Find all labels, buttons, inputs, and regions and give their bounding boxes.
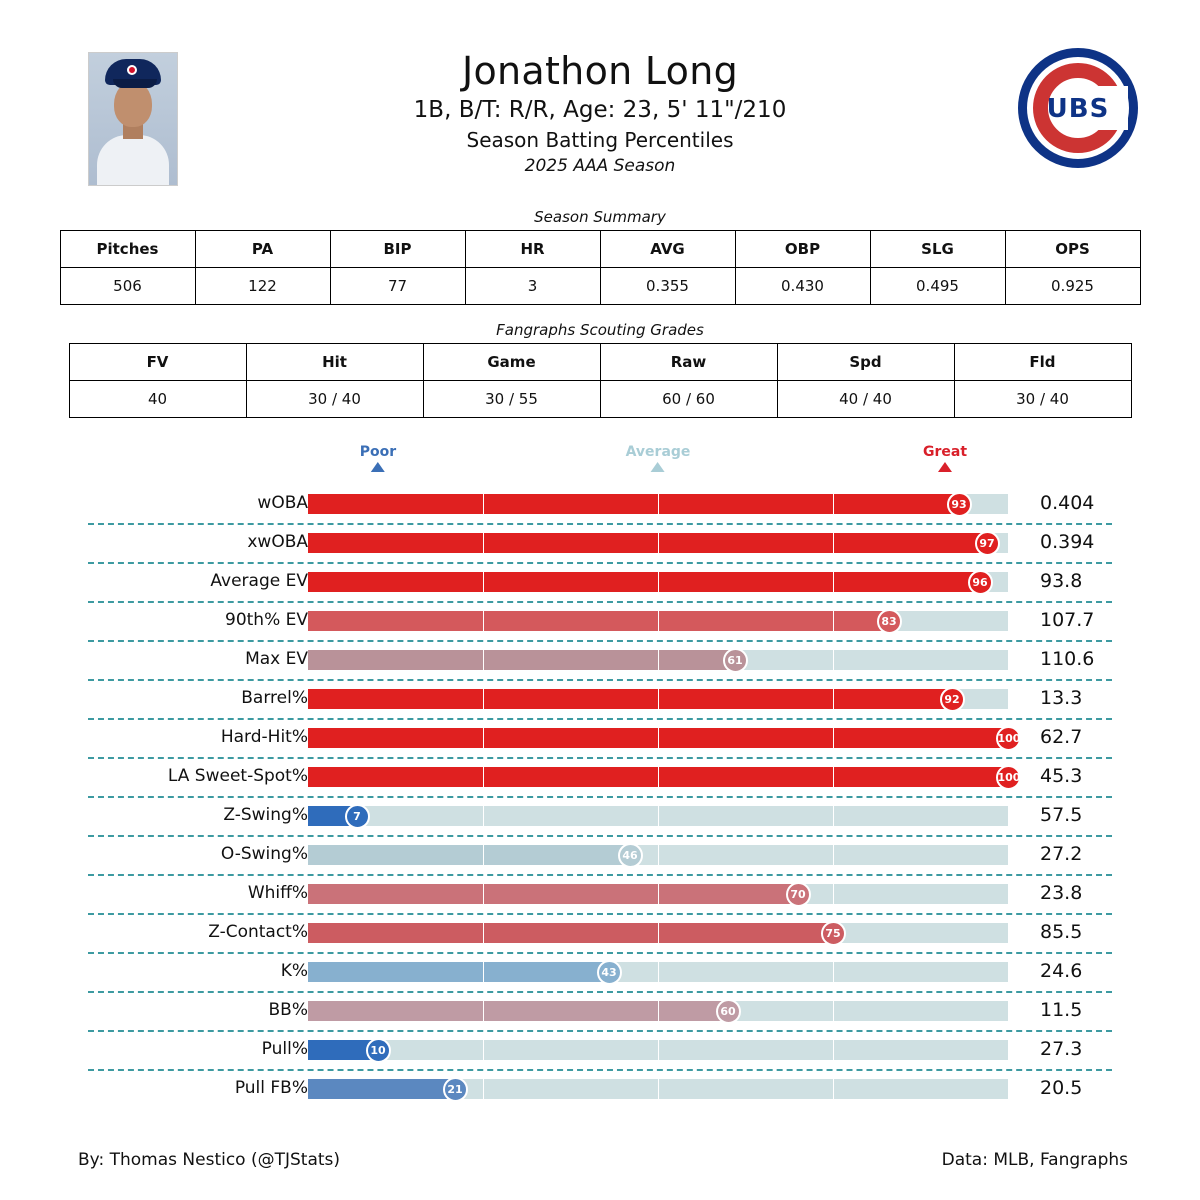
- metric-label: K%: [280, 961, 308, 981]
- tick-line: [833, 806, 834, 826]
- column-header: HR: [465, 231, 600, 268]
- percentile-bubble: 97: [975, 531, 1000, 556]
- tick-line: [658, 806, 659, 826]
- percentile-row: [0, 640, 1200, 679]
- tick-line: [833, 962, 834, 982]
- tick-line: [658, 533, 659, 553]
- table-cell: 0.355: [600, 268, 735, 305]
- percentile-bubble: 46: [618, 843, 643, 868]
- tick-line: [483, 1001, 484, 1021]
- percentile-row: [0, 952, 1200, 991]
- metric-label: LA Sweet-Spot%: [167, 766, 308, 786]
- percentile-track: [308, 572, 1008, 592]
- percentile-row: [0, 679, 1200, 718]
- metric-value: 0.394: [1040, 531, 1095, 553]
- tick-line: [483, 728, 484, 748]
- tick-line: [483, 767, 484, 787]
- table-header-row: [69, 344, 1131, 381]
- percentile-bubble: 10: [366, 1038, 391, 1063]
- chart-subtitle: Season Batting Percentiles: [466, 128, 734, 152]
- legend-marker-triangle-icon: [938, 462, 952, 472]
- tick-line: [658, 884, 659, 904]
- tick-line: [483, 923, 484, 943]
- percentile-row: [0, 1069, 1200, 1108]
- percentile-track: [308, 962, 1008, 982]
- tick-line: [833, 767, 834, 787]
- column-header: BIP: [330, 231, 465, 268]
- percentile-track: [308, 689, 1008, 709]
- percentile-track: [308, 767, 1021, 787]
- percentile-bar: [308, 1001, 728, 1021]
- percentile-bar: [308, 572, 980, 592]
- column-header: OBP: [735, 231, 870, 268]
- percentile-track: [308, 1001, 1008, 1021]
- percentile-bubble: 100: [996, 765, 1021, 790]
- tick-line: [833, 533, 834, 553]
- column-header: FV: [69, 344, 246, 381]
- percentile-bubble: 7: [345, 804, 370, 829]
- tick-line: [833, 650, 834, 670]
- column-header: OPS: [1005, 231, 1140, 268]
- percentile-track: [308, 650, 1008, 670]
- column-header: Fld: [954, 344, 1131, 381]
- metric-label: Average EV: [210, 571, 308, 591]
- table-cell: 3: [465, 268, 600, 305]
- season-label: 2025 AAA Season: [524, 156, 676, 176]
- metric-label: BB%: [268, 1000, 308, 1020]
- tick-line: [483, 806, 484, 826]
- footer: [0, 1150, 1200, 1174]
- percentile-row: [0, 1030, 1200, 1069]
- percentile-row: [0, 484, 1200, 523]
- metric-value: 110.6: [1040, 648, 1095, 670]
- table-cell: 30 / 40: [954, 381, 1131, 418]
- metric-label: Z-Contact%: [208, 922, 308, 942]
- metric-value: 85.5: [1040, 921, 1083, 943]
- tick-line: [658, 962, 659, 982]
- tick-line: [483, 689, 484, 709]
- percentile-row: [0, 718, 1200, 757]
- tick-line: [658, 650, 659, 670]
- percentile-track: [308, 806, 1008, 826]
- legend-item-poor: [360, 444, 396, 472]
- tick-line: [658, 494, 659, 514]
- tick-line: [658, 767, 659, 787]
- team-logo-icon: [1018, 48, 1138, 168]
- table-cell: 0.925: [1005, 268, 1140, 305]
- tick-line: [833, 884, 834, 904]
- season-summary-table: [60, 230, 1141, 305]
- metric-label: O-Swing%: [220, 844, 308, 864]
- metric-value: 23.8: [1040, 882, 1083, 904]
- percentile-rows: [0, 484, 1200, 1108]
- table-header-row: [60, 231, 1140, 268]
- metric-value: 27.2: [1040, 843, 1083, 865]
- percentile-bar: [308, 533, 987, 553]
- percentile-track: [308, 611, 1008, 631]
- footer-credit: By: Thomas Nestico (@TJStats): [78, 1150, 341, 1170]
- tick-line: [658, 845, 659, 865]
- tick-line: [658, 689, 659, 709]
- metric-label: Whiff%: [247, 883, 308, 903]
- percentile-bubble: 93: [947, 492, 972, 517]
- metric-label: Pull%: [261, 1039, 308, 1059]
- table-row: [69, 381, 1131, 418]
- tick-line: [833, 572, 834, 592]
- metric-label: wOBA: [257, 493, 308, 513]
- column-header: PA: [195, 231, 330, 268]
- table-cell: 60 / 60: [600, 381, 777, 418]
- tick-line: [658, 1040, 659, 1060]
- tick-line: [483, 533, 484, 553]
- metric-label: 90th% EV: [225, 610, 308, 630]
- metric-label: Z-Swing%: [223, 805, 308, 825]
- percentile-track: [308, 884, 1008, 904]
- percentile-track: [308, 845, 1008, 865]
- tick-line: [483, 1040, 484, 1060]
- tick-line: [833, 611, 834, 631]
- percentile-track: [308, 494, 1008, 514]
- percentile-row: [0, 796, 1200, 835]
- percentile-bubble: 60: [716, 999, 741, 1024]
- table-cell: 0.430: [735, 268, 870, 305]
- percentile-bar: [308, 494, 959, 514]
- percentile-track: [308, 1079, 1008, 1099]
- legend-item-great: [923, 444, 967, 472]
- percentile-row: [0, 562, 1200, 601]
- metric-value: 57.5: [1040, 804, 1083, 826]
- scouting-grades-section: [0, 321, 1200, 418]
- season-summary-section: [0, 208, 1200, 305]
- tick-line: [658, 1001, 659, 1021]
- percentile-row: [0, 874, 1200, 913]
- percentile-chart: [0, 444, 1200, 1104]
- metric-value: 24.6: [1040, 960, 1083, 982]
- tick-line: [658, 1079, 659, 1099]
- percentile-bubble: 21: [443, 1077, 468, 1102]
- percentile-row: [0, 913, 1200, 952]
- metric-value: 107.7: [1040, 609, 1095, 631]
- legend-item-average: [626, 444, 691, 472]
- chart-legend: [0, 444, 1200, 484]
- tick-line: [833, 1079, 834, 1099]
- tick-line: [658, 923, 659, 943]
- header: [0, 0, 1200, 200]
- metric-label: xwOBA: [247, 532, 308, 552]
- table-cell: 506: [60, 268, 195, 305]
- percentile-bar: [308, 845, 630, 865]
- tick-line: [833, 1040, 834, 1060]
- tick-line: [833, 1001, 834, 1021]
- percentile-bubble: 96: [968, 570, 993, 595]
- legend-marker-triangle-icon: [371, 462, 385, 472]
- column-header: Pitches: [60, 231, 195, 268]
- percentile-bar: [308, 884, 798, 904]
- table-cell: 30 / 40: [246, 381, 423, 418]
- table-cell: 122: [195, 268, 330, 305]
- tick-line: [483, 884, 484, 904]
- percentile-track: [308, 1040, 1008, 1060]
- column-header: AVG: [600, 231, 735, 268]
- season-summary-caption: Season Summary: [534, 208, 666, 226]
- metric-label: Hard-Hit%: [220, 727, 308, 747]
- page-title: Jonathon Long: [461, 49, 739, 93]
- metric-value: 20.5: [1040, 1077, 1083, 1099]
- percentile-bar: [308, 1079, 455, 1099]
- percentile-bar: [308, 923, 833, 943]
- percentile-track: [308, 533, 1008, 553]
- metric-value: 45.3: [1040, 765, 1083, 787]
- table-row: [60, 268, 1140, 305]
- tick-line: [833, 728, 834, 748]
- percentile-track: [308, 728, 1021, 748]
- table-cell: 77: [330, 268, 465, 305]
- percentile-bubble: 92: [940, 687, 965, 712]
- column-header: Game: [423, 344, 600, 381]
- metric-value: 62.7: [1040, 726, 1083, 748]
- legend-label: Great: [922, 444, 968, 460]
- percentile-row: [0, 523, 1200, 562]
- metric-label: Barrel%: [241, 688, 308, 708]
- tick-line: [483, 572, 484, 592]
- percentile-bubble: 75: [821, 921, 846, 946]
- tick-line: [658, 611, 659, 631]
- table-cell: 40 / 40: [777, 381, 954, 418]
- metric-value: 93.8: [1040, 570, 1083, 592]
- percentile-bar: [308, 611, 889, 631]
- column-header: Raw: [600, 344, 777, 381]
- tick-line: [833, 845, 834, 865]
- legend-label: Poor: [359, 444, 397, 460]
- legend-label: Average: [625, 444, 691, 460]
- column-header: SLG: [870, 231, 1005, 268]
- scouting-grades-table: [69, 343, 1132, 418]
- metric-value: 11.5: [1040, 999, 1083, 1021]
- footer-source: Data: MLB, Fangraphs: [941, 1150, 1128, 1170]
- table-cell: 30 / 55: [423, 381, 600, 418]
- table-cell: 0.495: [870, 268, 1005, 305]
- scouting-grades-caption: Fangraphs Scouting Grades: [496, 321, 704, 339]
- percentile-row: [0, 991, 1200, 1030]
- metric-value: 0.404: [1040, 492, 1095, 514]
- metric-value: 13.3: [1040, 687, 1083, 709]
- tick-line: [658, 728, 659, 748]
- tick-line: [483, 611, 484, 631]
- percentile-bubble: 83: [877, 609, 902, 634]
- percentile-bar: [308, 962, 609, 982]
- legend-marker-triangle-icon: [651, 462, 665, 472]
- tick-line: [833, 689, 834, 709]
- tick-line: [483, 962, 484, 982]
- percentile-row: [0, 601, 1200, 640]
- percentile-bar: [308, 689, 952, 709]
- percentile-bubble: 100: [996, 726, 1021, 751]
- percentile-row: [0, 757, 1200, 796]
- percentile-row: [0, 835, 1200, 874]
- percentile-bubble: 61: [723, 648, 748, 673]
- table-cell: 40: [69, 381, 246, 418]
- tick-line: [483, 650, 484, 670]
- team-logo-text: UBS: [1046, 94, 1110, 124]
- metric-value: 27.3: [1040, 1038, 1083, 1060]
- percentile-bar: [308, 650, 735, 670]
- metric-label: Pull FB%: [234, 1078, 308, 1098]
- tick-line: [658, 572, 659, 592]
- column-header: Spd: [777, 344, 954, 381]
- player-bio: 1B, B/T: R/R, Age: 23, 5' 11"/210: [413, 97, 787, 123]
- metric-label: Max EV: [245, 649, 308, 669]
- tick-line: [833, 494, 834, 514]
- column-header: Hit: [246, 344, 423, 381]
- percentile-track: [308, 923, 1008, 943]
- percentile-bubble: 70: [786, 882, 811, 907]
- tick-line: [483, 1079, 484, 1099]
- percentile-bubble: 43: [597, 960, 622, 985]
- tick-line: [483, 494, 484, 514]
- tick-line: [483, 845, 484, 865]
